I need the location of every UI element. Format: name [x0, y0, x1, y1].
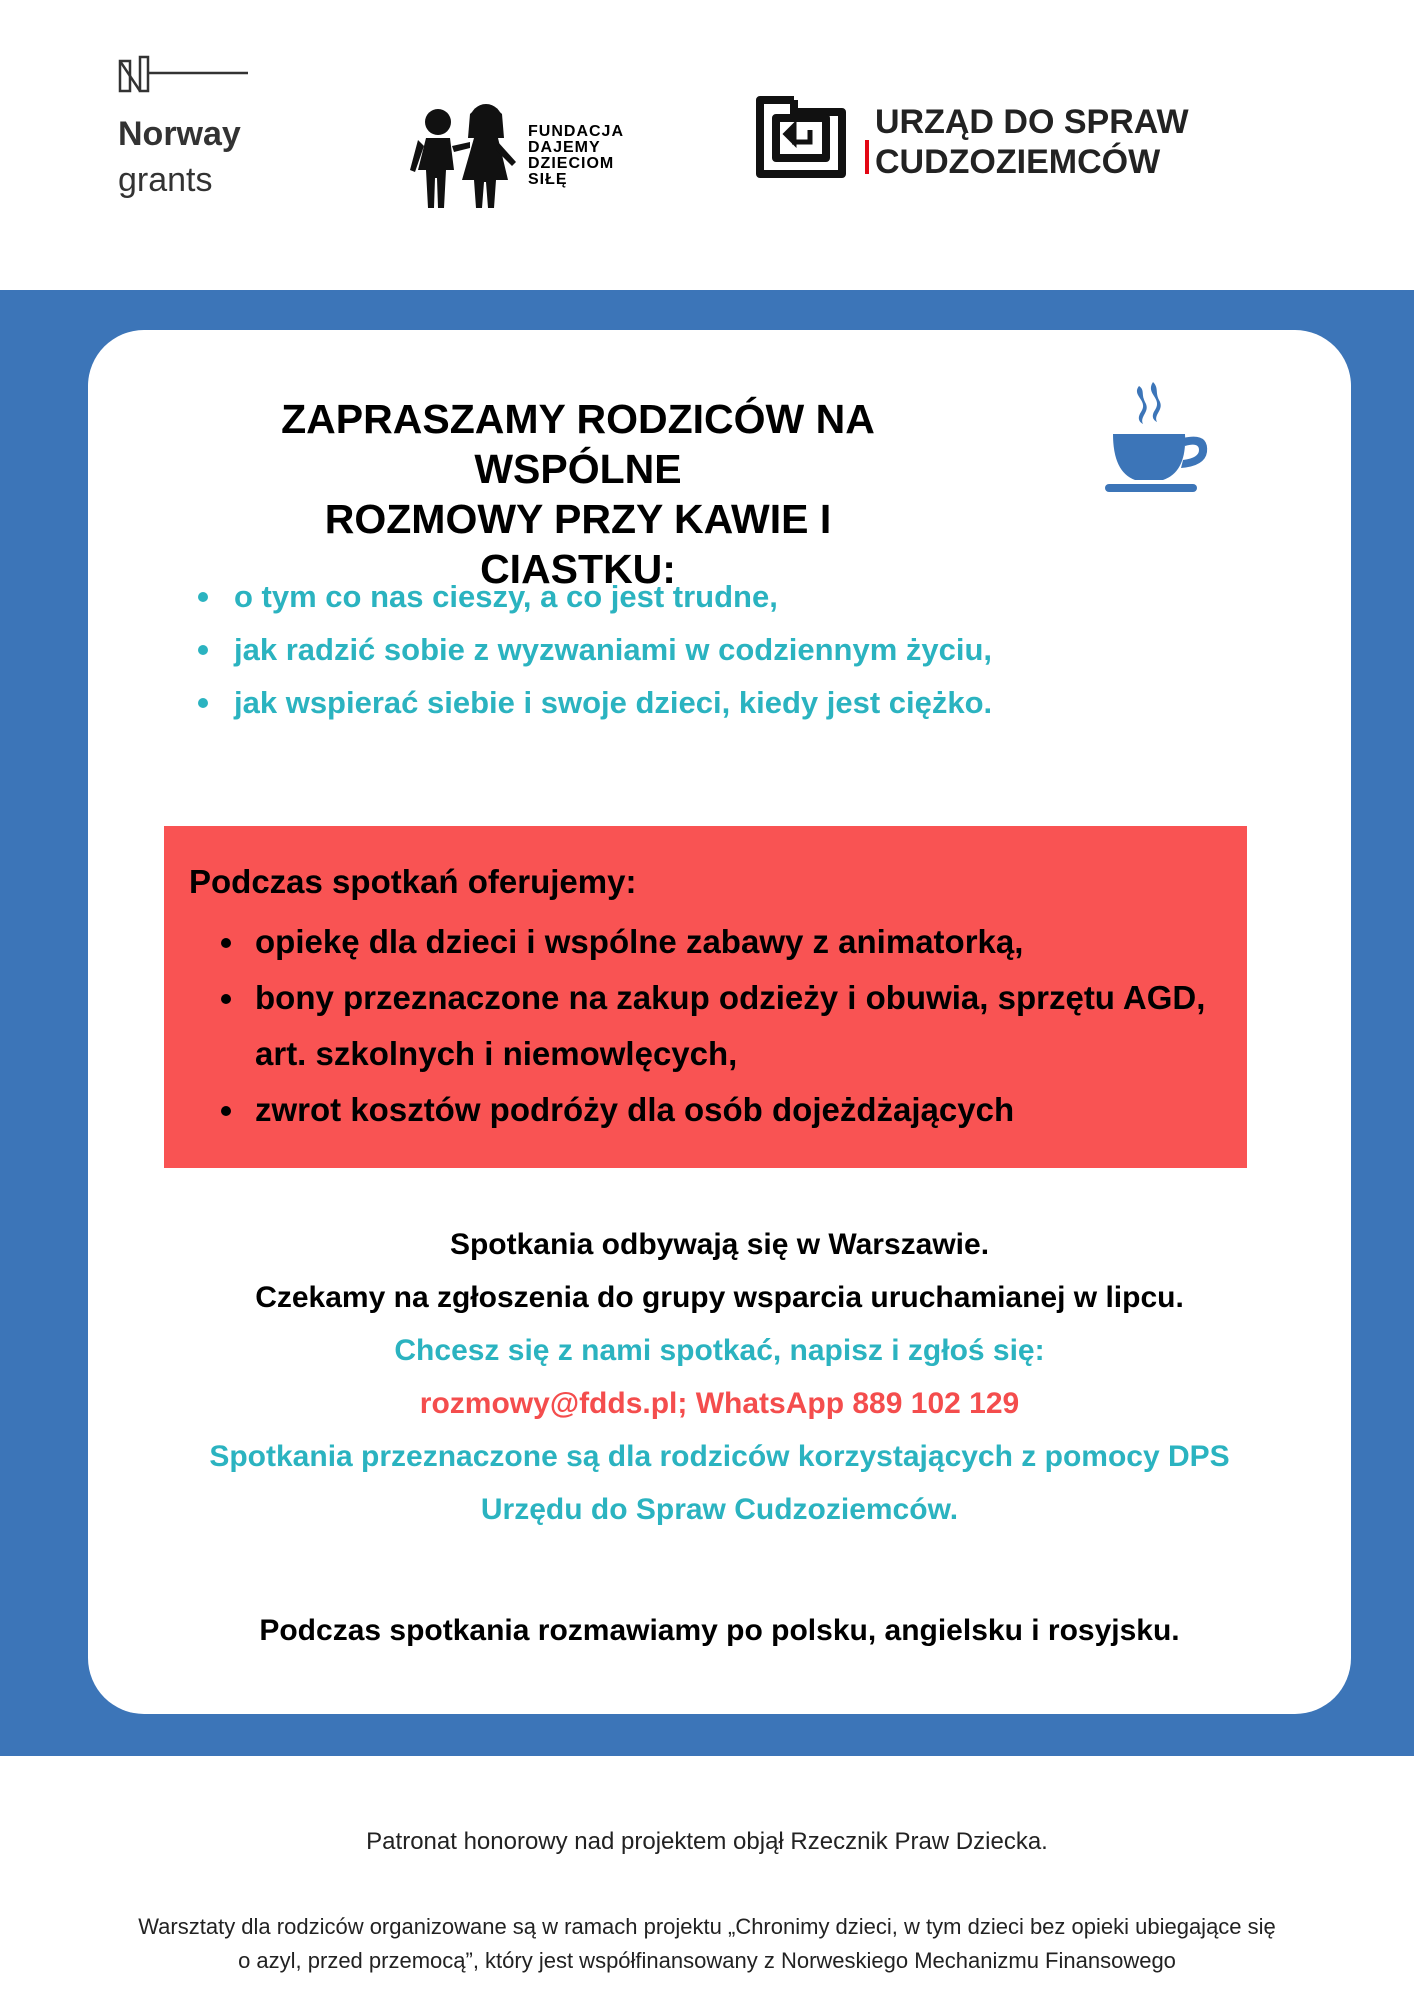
list-item: jak wspierać siebie i swoje dzieci, kiedy jest ciężko.	[198, 676, 992, 729]
headline-line: ZAPRASZAMY RODZICÓW NA WSPÓLNE	[281, 396, 875, 492]
fdds-line: FUNDACJA	[528, 123, 624, 140]
coffee-cup-icon	[1105, 380, 1215, 495]
list-item: opiekę dla dzieci i wspólne zabawy z animatorką,	[221, 914, 1231, 970]
fdds-logo	[408, 100, 648, 210]
list-item: bony przeznaczone na zakup odzieży i obuwia, sprzętu AGD, art. szkolnych i niemowlęcych,	[221, 970, 1231, 1082]
fdds-line: DZIECIOM	[528, 155, 615, 172]
headline-line: ROZMOWY PRZY KAWIE I CIASTKU:	[324, 496, 832, 592]
list-item: o tym co nas cieszy, a co jest trudne,	[198, 570, 992, 623]
patronage-text: Patronat honorowy nad projektem objął Rzecznik Praw Dziecka.	[366, 1828, 1048, 1855]
list-item: jak radzić sobie z wyzwaniami w codziennym życiu,	[198, 623, 992, 676]
udsc-line2: CUDZOZIEMCÓW	[875, 143, 1161, 181]
cta-text: Chcesz się z nami spotkać, napisz i zgłoś się:	[394, 1334, 1045, 1367]
udsc-line1: URZĄD DO SPRAW	[875, 103, 1189, 141]
grants-label: grants	[118, 161, 213, 199]
udsc-logo	[742, 90, 1222, 190]
project-line: Warsztaty dla rodziców organizowane są w ramach projektu „Chronimy dzieci, w tym dzieci bez opieki ubiegające się	[138, 1914, 1276, 1939]
fdds-line: DAJEMY	[528, 139, 601, 156]
location-text: Spotkania odbywają się w Warszawie.	[449, 1228, 990, 1261]
norway-grants-logo	[118, 55, 258, 205]
project-text	[20, 1910, 1394, 1978]
topics-list	[198, 570, 992, 729]
children-silhouette-icon	[408, 100, 523, 210]
header-logos	[0, 0, 1414, 290]
offer-title: Podczas spotkań oferujemy:	[189, 863, 637, 900]
udsc-red-bar	[865, 140, 869, 174]
contact-text: rozmowy@fdds.pl; WhatsApp 889 102 129	[419, 1387, 1020, 1420]
norway-label: Norway	[118, 115, 241, 153]
norway-grants-mark-icon	[118, 55, 258, 95]
udsc-emblem-icon	[742, 90, 852, 190]
list-item: zwrot kosztów podróży dla osób dojeżdżających	[221, 1082, 1231, 1138]
signup-text: Czekamy na zgłoszenia do grupy wsparcia uruchamianej w lipcu.	[255, 1281, 1184, 1314]
audience-text: Urzędu do Spraw Cudzoziemców.	[480, 1493, 959, 1526]
udsc-name	[875, 102, 1189, 182]
fdds-line: SIŁĘ	[528, 171, 568, 188]
audience-text: Spotkania przeznaczone są dla rodziców korzystających z pomocy DPS	[209, 1440, 1230, 1473]
headline	[238, 394, 918, 594]
offer-list	[221, 914, 1231, 1138]
info-section	[88, 1218, 1351, 1536]
fdds-name	[528, 124, 624, 188]
project-line: o azyl, przed przemocą”, który jest współfinansowany z Norweskiego Mechanizmu Finansowego	[238, 1948, 1176, 1973]
offer-box	[164, 826, 1247, 1168]
languages-text: Podczas spotkania rozmawiamy po polsku, angielsku i rosyjsku.	[259, 1614, 1180, 1647]
